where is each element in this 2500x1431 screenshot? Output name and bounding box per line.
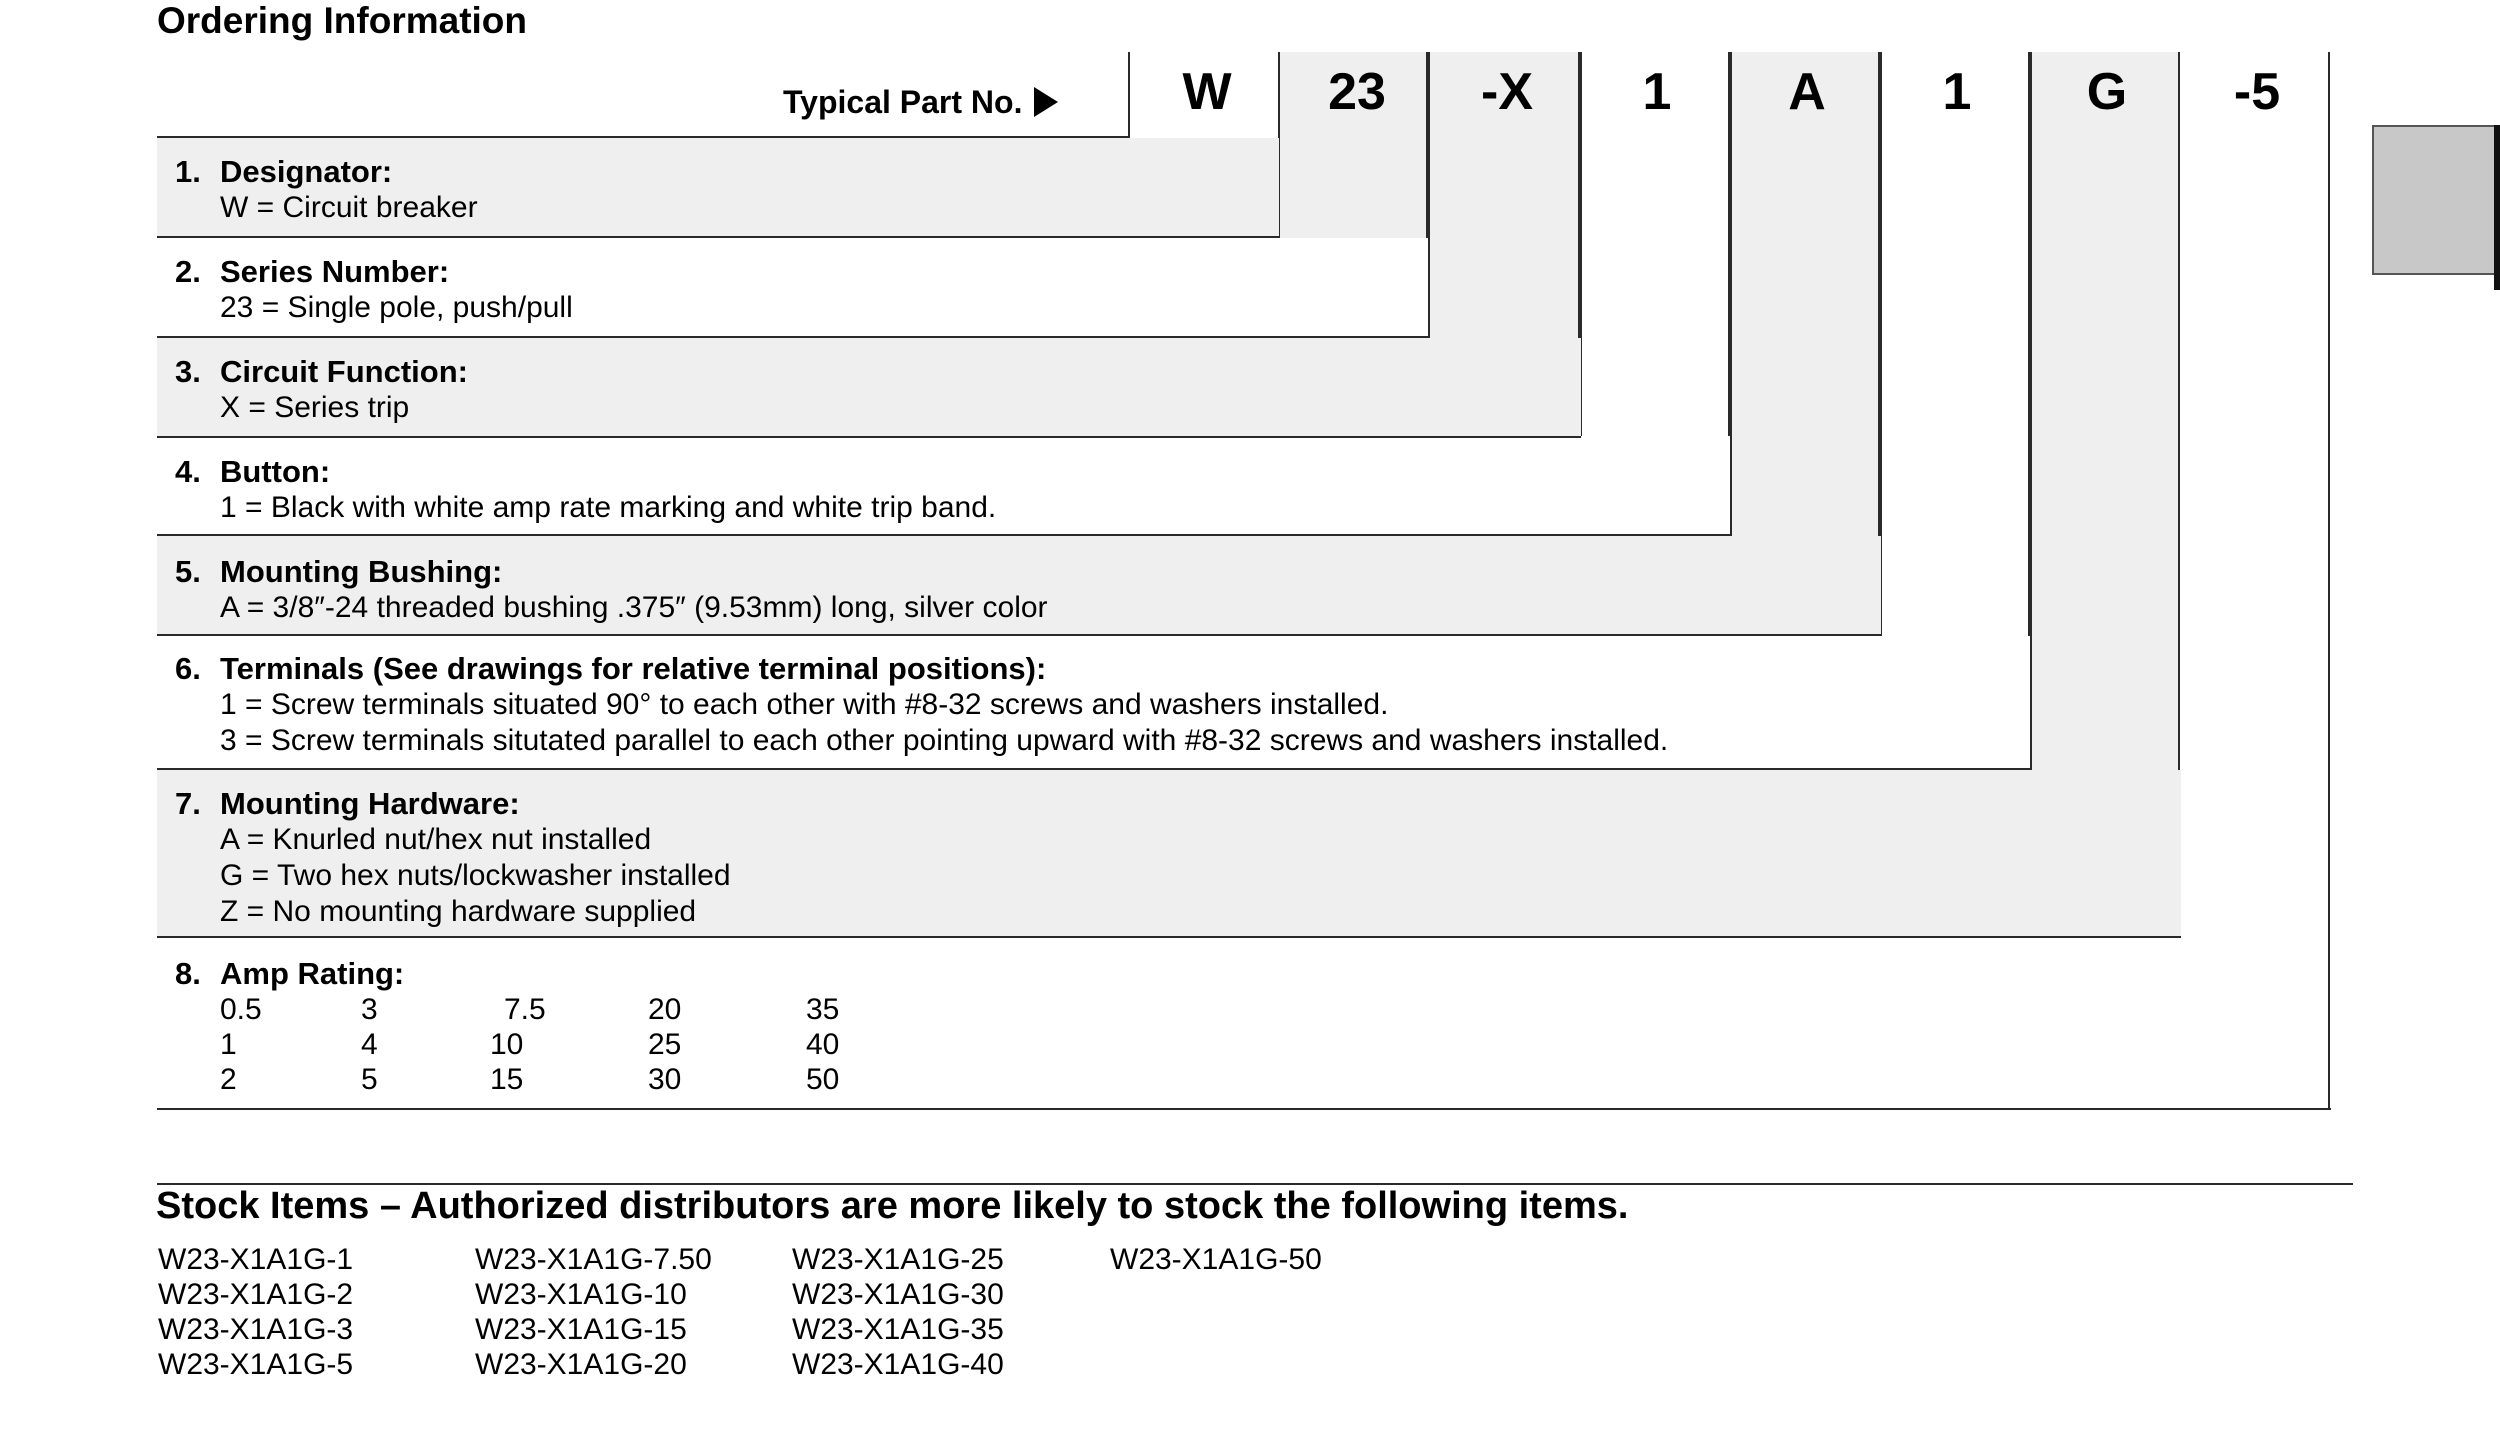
amp-value: 35 xyxy=(806,993,840,1026)
page-side-tab-edge xyxy=(2494,125,2500,290)
stock-item: W23-X1A1G-50 xyxy=(1110,1243,1322,1276)
section-line: 1 = Black with white amp rate marking and white trip band. xyxy=(220,491,997,524)
code-bushing: A xyxy=(1788,63,1826,121)
section-line: 1 = Screw terminals situated 90° to each other with #8-32 screws and washers installed. xyxy=(220,688,1389,721)
amp-value: 0.5 xyxy=(220,993,262,1026)
code-series: 23 xyxy=(1328,63,1386,121)
code-button: 1 xyxy=(1642,63,1672,121)
amp-value: 25 xyxy=(648,1028,682,1061)
section-series-number xyxy=(157,238,1429,338)
page-title: Ordering Information xyxy=(157,0,527,41)
amp-value: 4 xyxy=(361,1028,378,1061)
section-number: 1. xyxy=(175,154,201,189)
section-heading: Circuit Function: xyxy=(220,354,468,389)
code-function: -X xyxy=(1481,63,1533,121)
stock-item: W23-X1A1G-35 xyxy=(792,1313,1004,1346)
code-column-8 xyxy=(2030,52,2180,770)
section-line: Z = No mounting hardware supplied xyxy=(220,895,697,928)
section-line: X = Series trip xyxy=(220,391,410,424)
amp-value: 3 xyxy=(361,993,378,1026)
section-number: 4. xyxy=(175,454,201,489)
section-number: 8. xyxy=(175,956,201,991)
section-amp-rating xyxy=(157,938,2331,1110)
code-designator: W xyxy=(1182,63,1232,121)
section-heading: Terminals (See drawings for relative terminal positions): xyxy=(220,651,1047,686)
amp-value: 30 xyxy=(648,1063,682,1096)
stock-item: W23-X1A1G-25 xyxy=(792,1243,1004,1276)
code-amp: -5 xyxy=(2233,63,2281,121)
amp-value: 10 xyxy=(490,1028,524,1061)
code-hardware: G xyxy=(2086,63,2128,121)
stock-item: W23-X1A1G-3 xyxy=(158,1313,354,1346)
code-column-7 xyxy=(1880,52,2030,636)
code-column-6 xyxy=(1730,52,1880,536)
amp-value: 40 xyxy=(806,1028,840,1061)
section-number: 3. xyxy=(175,354,201,389)
section-line: A = 3/8″-24 threaded bushing .375″ (9.53mm) long, silver color xyxy=(220,591,1048,624)
stock-item: W23-X1A1G-2 xyxy=(158,1278,354,1311)
amp-value: 15 xyxy=(490,1063,524,1096)
section-line: G = Two hex nuts/lockwasher installed xyxy=(220,859,731,892)
section-number: 6. xyxy=(175,651,201,686)
stock-item: W23-X1A1G-1 xyxy=(158,1243,354,1276)
amp-value: 20 xyxy=(648,993,682,1026)
section-heading: Amp Rating: xyxy=(220,956,405,991)
stock-title: Stock Items – Authorized distributors are more likely to stock the following items. xyxy=(156,1185,1629,1227)
code-terminals: 1 xyxy=(1942,63,1972,121)
stock-item: W23-X1A1G-20 xyxy=(475,1348,687,1381)
section-designator xyxy=(157,138,1279,238)
section-heading: Mounting Hardware: xyxy=(220,786,520,821)
stock-item: W23-X1A1G-15 xyxy=(475,1313,687,1346)
amp-value: 7.5 xyxy=(504,993,546,1026)
section-heading: Button: xyxy=(220,454,331,489)
stock-item: W23-X1A1G-5 xyxy=(158,1348,354,1381)
amp-value: 5 xyxy=(361,1063,378,1096)
section-circuit-function xyxy=(157,338,1581,438)
section-button xyxy=(157,438,1731,536)
amp-value: 1 xyxy=(220,1028,237,1061)
section-heading: Mounting Bushing: xyxy=(220,554,503,589)
stock-item: W23-X1A1G-40 xyxy=(792,1348,1004,1381)
stock-item: W23-X1A1G-7.50 xyxy=(475,1243,712,1276)
section-mounting-hardware xyxy=(157,770,2181,938)
amp-value: 50 xyxy=(806,1063,840,1096)
stock-item: W23-X1A1G-30 xyxy=(792,1278,1004,1311)
section-mounting-bushing xyxy=(157,536,1881,636)
page-side-tab xyxy=(2372,125,2500,275)
section-number: 7. xyxy=(175,786,201,821)
section-heading: Designator: xyxy=(220,154,393,189)
stock-item: W23-X1A1G-10 xyxy=(475,1278,687,1311)
amp-value: 2 xyxy=(220,1063,237,1096)
section-line: W = Circuit breaker xyxy=(220,191,478,224)
section-line: 23 = Single pole, push/pull xyxy=(220,291,573,324)
arrow-right-icon xyxy=(1034,87,1058,117)
section-line: 3 = Screw terminals situtated parallel to each other pointing upward with #8-32 screws and washers installed. xyxy=(220,724,1669,757)
typical-part-label: Typical Part No. xyxy=(783,84,1023,120)
section-number: 5. xyxy=(175,554,201,589)
section-line: A = Knurled nut/hex nut installed xyxy=(220,823,652,856)
section-heading: Series Number: xyxy=(220,254,450,289)
section-number: 2. xyxy=(175,254,201,289)
section-terminals xyxy=(157,636,2031,770)
